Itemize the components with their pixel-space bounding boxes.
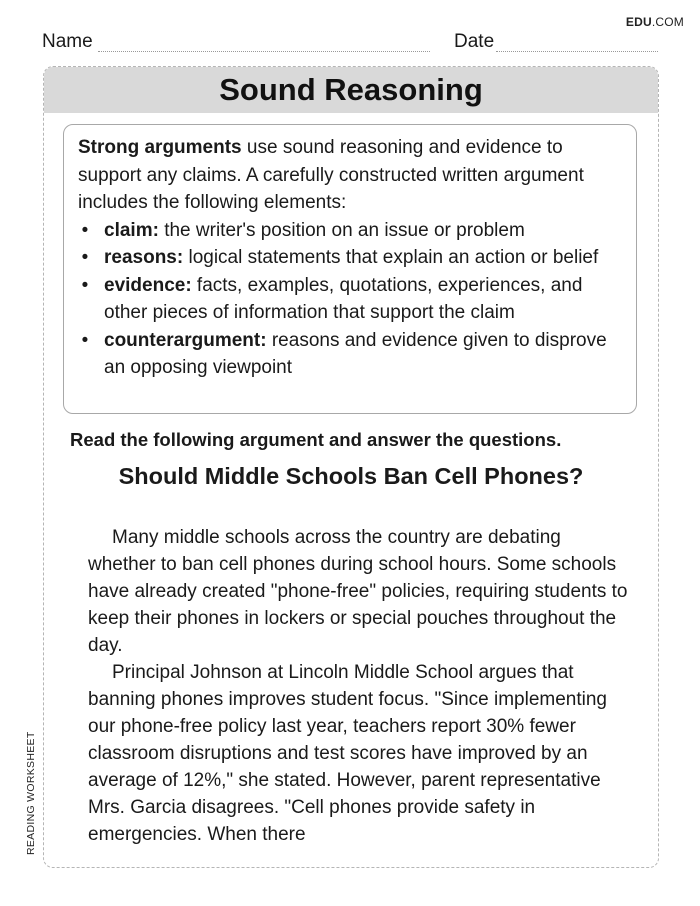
instruction-text: Read the following argument and answer the questions. [70,429,562,450]
bullet-icon: • [81,247,89,268]
worksheet-title: Sound Reasoning [219,72,483,107]
list-item-claim [78,217,622,245]
term: reasons: [104,247,184,268]
term: claim: [104,219,159,241]
definition-box [63,124,637,414]
name-field[interactable] [98,51,430,52]
list-item-counterargument [78,327,622,382]
definition: the writer's position on an issue or problem [158,219,525,241]
date-field[interactable] [496,51,658,52]
name-date-bar [42,31,658,53]
article-title: Should Middle Schools Ban Cell Phones? [118,463,584,489]
passage-paragraph: Many middle schools across the country are debating whether to ban cell phones during school hours. Some schools have already created "phone-free" policies, requiring students to keep their phones in lockers or special pouches throughout the day. [88,527,628,656]
title-band [44,67,658,113]
date-label: Date [454,31,495,52]
bullet-icon: • [81,219,89,241]
passage-paragraph: Principal Johnson at Lincoln Middle School argues that banning phones improves student focus. "Since implementing our phone-free policy last year, teachers report 30% fewer classroom disruptions and test scores have improved by an average of 12%," she stated. However, parent representative Mrs. Garcia disagrees. "Cell phones provide safety in emergencies. When there [88,662,607,845]
bullet-icon: • [81,274,89,296]
bullet-icon: • [81,329,89,351]
brand-logo [626,15,684,29]
article-passage [88,524,628,848]
intro-bold: Strong arguments [78,137,242,158]
term: evidence: [104,274,192,296]
term: counterargument: [104,329,267,351]
definition: logical statements that explain an action or belief [183,247,599,268]
name-label: Name [42,31,93,52]
intro-paragraph [78,134,622,217]
list-item-evidence [78,272,622,327]
definition: facts, examples, quotations, experiences, and other pieces of information that support the claim [104,274,583,323]
intro-text: use sound reasoning and evidence to support any claims. A carefully constructed written argument includes the following elements: [78,137,584,213]
definition: reasons and evidence given to disprove an opposing viewpoint [104,329,607,378]
elements-list [78,217,622,382]
worksheet-card [43,66,659,868]
brand-suffix: .COM [651,15,684,29]
side-label: READING WORKSHEET [25,731,37,855]
brand-name: EDU [625,15,652,29]
list-item-reasons [78,244,622,272]
